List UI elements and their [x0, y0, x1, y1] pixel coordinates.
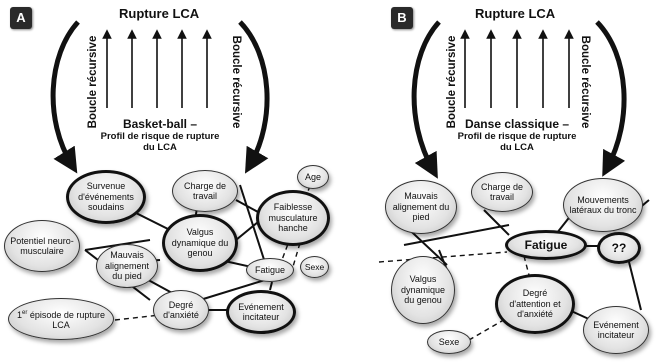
sport-name: Basket-ball – — [122, 117, 198, 131]
loop-label-left: Boucle récursive — [87, 35, 99, 129]
sport-sub-2: du LCA — [143, 142, 177, 153]
node-sexe: Sexe — [300, 256, 329, 278]
sport-profile-title — [458, 117, 577, 153]
node-degre: Degré d'attention et d'anxiété — [495, 274, 575, 334]
node-evenement: Evénement incitateur — [226, 290, 296, 334]
sport-sub-2: du LCA — [500, 142, 534, 153]
loop-label-right: Boucle récursive — [230, 35, 242, 129]
node-episode — [8, 298, 114, 340]
node-evenement: Evénement incitateur — [583, 306, 649, 354]
episode-label: 1er épisode de rupture LCA — [17, 309, 105, 330]
node-degre: Degré d'anxiété — [153, 290, 209, 330]
loop-right-curve — [240, 22, 267, 165]
rupture-title: Rupture LCA — [475, 6, 556, 21]
node-age: Age — [297, 165, 329, 189]
sport-sub-1: Profil de risque de rupture — [100, 131, 220, 142]
node-sexe: Sexe — [427, 330, 471, 354]
panel-letter: B — [391, 7, 413, 29]
node-potentiel: Potentiel neuro-musculaire — [4, 220, 80, 272]
loop-right-curve — [597, 22, 624, 168]
node-valgus: Valgus dynamique du genou — [391, 256, 455, 324]
loop-label-right: Boucle récursive — [579, 35, 591, 129]
node-fatigue: Fatigue — [505, 230, 587, 260]
loop-left-curve — [53, 22, 78, 165]
node-valgus: Valgus dynamique du genou — [162, 214, 238, 272]
node-qq: ?? — [597, 232, 641, 264]
sport-sub-1: Profil de risque de rupture — [457, 131, 577, 142]
node-survenue: Survenue d'événements soudains — [66, 170, 146, 224]
node-mouvements: Mouvements latéraux du tronc — [563, 178, 643, 232]
sport-profile-title — [101, 117, 220, 153]
sport-name: Danse classique – — [464, 117, 570, 131]
upward-arrows — [107, 34, 207, 108]
node-faiblesse: Faiblesse musculature hanche — [256, 190, 330, 246]
rupture-title: Rupture LCA — [119, 6, 200, 21]
panel-b — [329, 0, 657, 364]
node-fatigue: Fatigue — [246, 258, 294, 282]
loop-label-left: Boucle récursive — [446, 35, 458, 129]
node-mauvais: Mauvais alignement du pied — [96, 244, 158, 288]
upward-arrows — [465, 34, 569, 108]
panel-letter: A — [10, 7, 32, 29]
node-charge: Charge de travail — [172, 170, 238, 212]
node-mauvais: Mauvais alignement du pied — [385, 180, 457, 234]
loop-left-curve — [414, 22, 439, 170]
node-charge: Charge de travail — [471, 172, 533, 212]
